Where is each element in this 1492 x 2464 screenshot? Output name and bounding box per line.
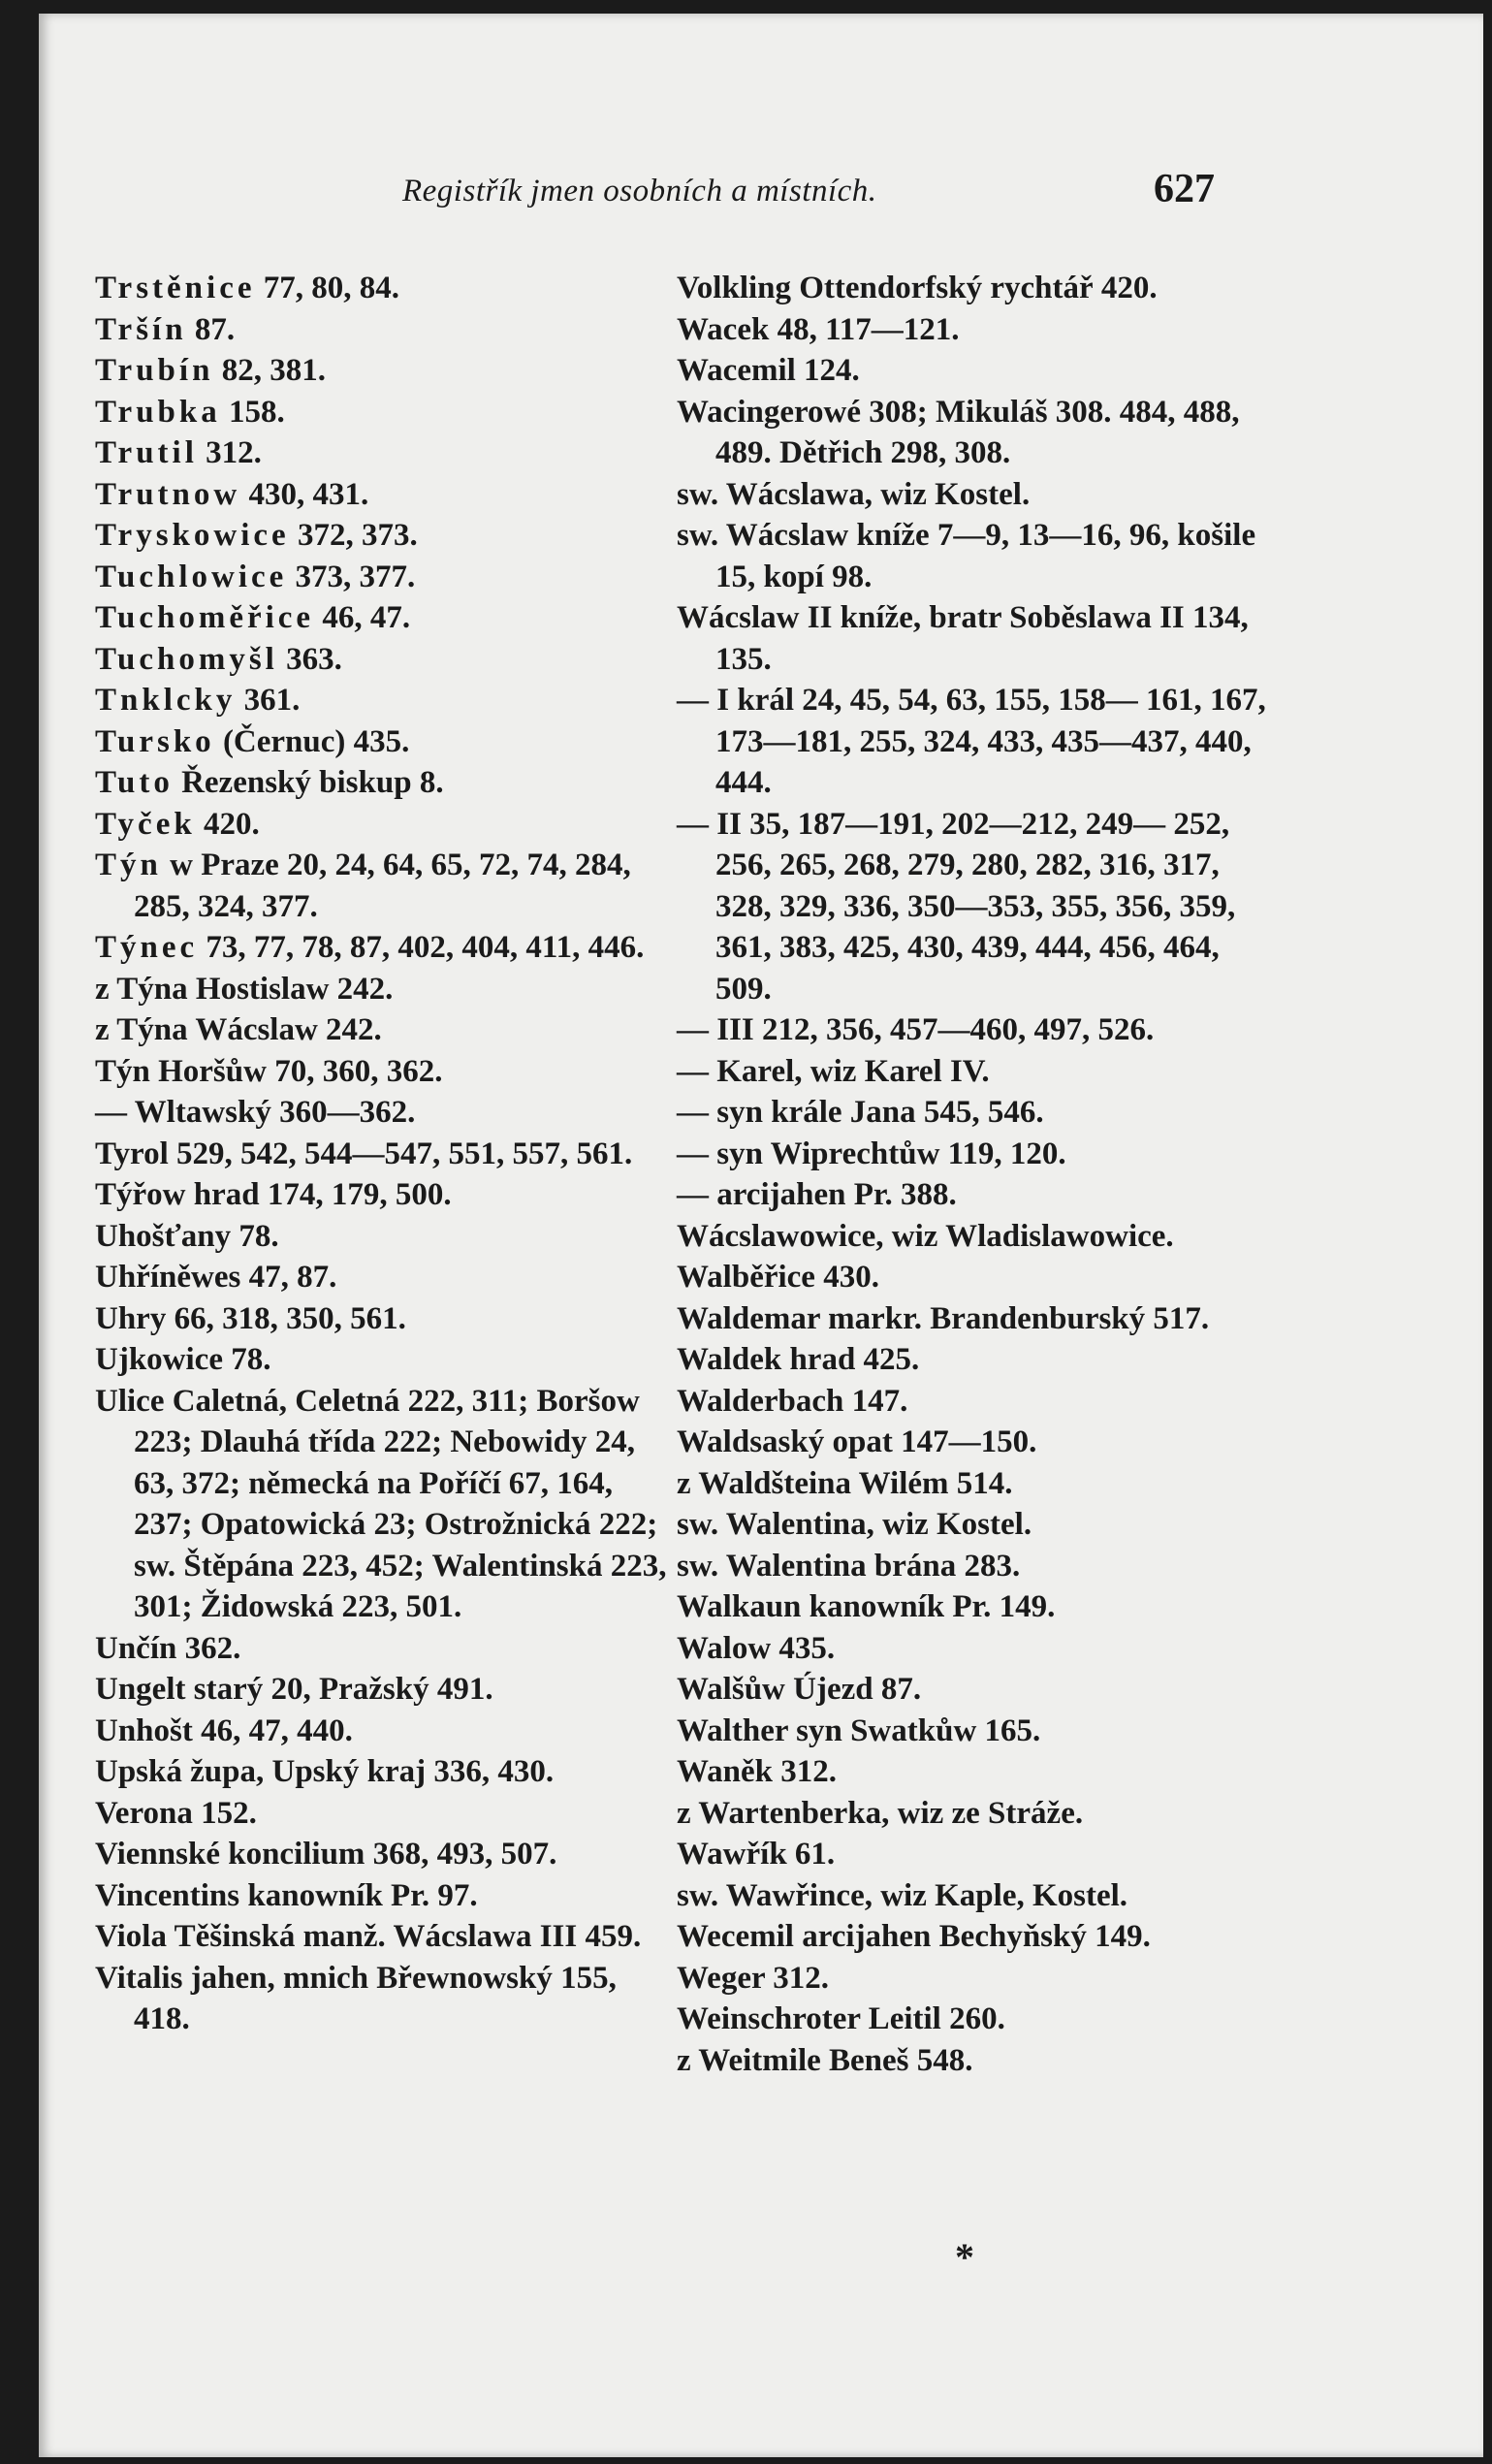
index-entry-text: Wecemil arcijahen Bechyňský 149. [677, 1919, 1151, 1954]
index-entry-text: 87. [186, 311, 236, 347]
index-entry [677, 804, 1268, 1010]
index-entry-text: Walther syn Swatkůw 165. [677, 1712, 1041, 1748]
running-title: Registřík jmen osobních a místních. [402, 174, 877, 208]
index-headword: Trutil [95, 435, 198, 470]
index-entry [95, 845, 677, 927]
index-entry [95, 268, 677, 309]
index-entry-text: z Týna Wácslaw 242. [95, 1012, 382, 1047]
index-entry-text: 77, 80, 84. [255, 271, 400, 305]
index-headword: Tryskowice [95, 518, 290, 553]
index-entry [677, 1174, 1268, 1216]
index-entry-text: Unhošt 46, 47, 440. [95, 1712, 353, 1748]
index-entry [677, 1422, 1268, 1463]
index-entry [95, 804, 677, 846]
index-entry [677, 1134, 1268, 1175]
index-column-left [95, 268, 677, 2040]
index-entry-text: — arcijahen Pr. 388. [677, 1177, 957, 1212]
index-entry-text: — I král 24, 45, 54, 63, 155, 158— 161, 167, 173—181, 255, 324, 433, 435—437, 440, 444. [677, 683, 1266, 800]
index-entry [95, 474, 677, 516]
index-entry [677, 350, 1268, 392]
index-entry-text: Walkaun kanowník Pr. 149. [677, 1589, 1056, 1624]
index-entry [677, 1875, 1268, 1917]
index-entry [677, 1669, 1268, 1711]
index-entry [95, 927, 677, 969]
index-entry-text: Waněk 312. [677, 1754, 838, 1789]
index-entry [95, 1174, 677, 1216]
index-entry-text: Uhříněwes 47, 87. [95, 1260, 337, 1295]
index-entry [95, 1916, 677, 1958]
index-page [39, 14, 1483, 2457]
index-entry [95, 1793, 677, 1835]
index-entry-text: Uhošťany 78. [95, 1218, 279, 1254]
index-entry [95, 1834, 677, 1875]
index-entry [95, 721, 677, 763]
index-entry-text: Wacingerowé 308; Mikuláš 308. 484, 488, 489. Dětřich 298, 308. [677, 394, 1240, 470]
index-headword: Tršín [95, 311, 187, 347]
index-entry-text: — Wltawský 360—362. [95, 1095, 416, 1130]
index-entry-text: Wawřík 61. [677, 1837, 836, 1872]
index-entry-text: 420. [195, 806, 260, 842]
index-headword: Trubín [95, 353, 214, 388]
index-entry [95, 1958, 677, 2040]
index-entry [95, 680, 677, 721]
index-entry [95, 1381, 677, 1628]
index-entry-text: Wácslawowice, wiz Wladislawowice. [677, 1218, 1174, 1254]
index-entry [677, 1216, 1268, 1258]
index-entry-text: 361. [236, 683, 301, 718]
index-entry-text: Walow 435. [677, 1630, 836, 1666]
index-entry [677, 474, 1268, 516]
index-entry [677, 309, 1268, 351]
index-entry [95, 1092, 677, 1134]
index-entry [95, 1051, 677, 1093]
index-entry [677, 1092, 1268, 1134]
index-entry-text: 158. [220, 394, 285, 430]
index-entry-text: — II 35, 187—191, 202—212, 249— 252, 256, 265, 268, 279, 280, 282, 316, 317, 328, 329, 336, 350—353, 355, 356, 359, 361, 383, 425, 430, 439, 444, 456, 464, 509. [677, 806, 1236, 1007]
index-entry-text: Ujkowice 78. [95, 1342, 271, 1377]
index-entry-text: Walběřice 430. [677, 1260, 879, 1295]
index-entry [677, 1711, 1268, 1752]
index-entry-text: Vitalis jahen, mnich Břewnowský 155, 418. [95, 1960, 617, 2036]
index-entry [95, 1134, 677, 1175]
index-entry-text: sw. Walentina, wiz Kostel. [677, 1507, 1032, 1542]
index-entry-text: sw. Wácslawa, wiz Kostel. [677, 476, 1031, 512]
index-entry-text: 73, 77, 78, 87, 402, 404, 411, 446. [198, 930, 645, 965]
index-headword: Trutnow [95, 476, 241, 512]
index-entry-text: — III 212, 356, 457—460, 497, 526. [677, 1012, 1155, 1047]
index-entry [677, 1298, 1268, 1340]
index-entry [95, 515, 677, 557]
index-entry-text: Wacemil 124. [677, 353, 860, 388]
index-entry-text: Upská župa, Upský kraj 336, 430. [95, 1754, 555, 1789]
index-headword: Trstěnice [95, 271, 256, 305]
index-headword: Tursko [95, 723, 215, 759]
index-entry [677, 597, 1268, 680]
index-entry-text: Wacek 48, 117—121. [677, 311, 960, 347]
index-entry-text: 430, 431. [240, 476, 369, 512]
index-entry-text: Řezenský biskup 8. [173, 765, 444, 800]
index-entry-text: 372, 373. [289, 518, 418, 553]
index-entry [677, 1586, 1268, 1628]
index-headword: Tuchoměřice [95, 600, 315, 635]
index-entry-text: 373, 377. [287, 559, 416, 594]
index-entry-text: Weinschroter Leitil 260. [677, 2001, 1005, 2036]
index-entry-text: z Waldšteina Wilém 514. [677, 1465, 1013, 1501]
index-entry-text: 363. [277, 641, 342, 677]
index-entry [677, 1628, 1268, 1670]
index-entry [95, 1751, 677, 1793]
index-entry [677, 1381, 1268, 1423]
index-entry [677, 1793, 1268, 1835]
index-headword: Tyček [95, 806, 196, 842]
index-entry [95, 1875, 677, 1917]
index-entry [677, 1546, 1268, 1587]
index-headword: Týnec [95, 930, 199, 965]
index-entry [677, 1751, 1268, 1793]
index-headword: Tuchomyšl [95, 641, 278, 677]
index-entry [95, 557, 677, 598]
index-entry [677, 1504, 1268, 1546]
page-number: 627 [1154, 167, 1215, 211]
index-entry [95, 1711, 677, 1752]
index-entry-text: z Weitmile Beneš 548. [677, 2042, 973, 2078]
end-mark: * [955, 2235, 974, 2279]
index-entry-text: Walderbach 147. [677, 1383, 908, 1419]
index-entry-text: Verona 152. [95, 1795, 257, 1831]
index-entry [95, 350, 677, 392]
index-entry-text: Walšůw Újezd 87. [677, 1672, 922, 1707]
index-entry [95, 1257, 677, 1298]
index-column-right [677, 268, 1268, 2081]
page-header [39, 164, 1483, 222]
index-entry [95, 1669, 677, 1711]
index-entry-text: 312. [197, 435, 262, 470]
index-entry [677, 1257, 1268, 1298]
index-entry [677, 680, 1268, 804]
index-headword: Tuto [95, 765, 174, 800]
index-entry [677, 268, 1268, 309]
index-entry [677, 1463, 1268, 1505]
index-entry [677, 2040, 1268, 2082]
index-entry [95, 1009, 677, 1051]
index-entry-text: Týřow hrad 174, 179, 500. [95, 1177, 452, 1212]
index-entry [95, 392, 677, 433]
index-entry-text: Ungelt starý 20, Pražský 491. [95, 1672, 493, 1707]
index-entry [677, 1999, 1268, 2040]
index-entry-text: sw. Walentina brána 283. [677, 1548, 1021, 1584]
index-entry [95, 969, 677, 1010]
index-entry-text: 82, 381. [213, 353, 326, 388]
index-entry [677, 1916, 1268, 1958]
index-entry [95, 1216, 677, 1258]
index-entry-text: sw. Wácslaw kníže 7—9, 13—16, 96, košile 15, kopí 98. [677, 518, 1256, 594]
index-entry-text: Tyrol 529, 542, 544—547, 551, 557, 561. [95, 1136, 633, 1171]
index-entry-text: (Černuc) 435. [214, 723, 410, 759]
index-entry-text: sw. Wawřince, wiz Kaple, Kostel. [677, 1877, 1128, 1913]
index-entry-text: Weger 312. [677, 1960, 830, 1996]
index-entry-text: — Karel, wiz Karel IV. [677, 1053, 990, 1089]
index-entry [95, 432, 677, 474]
index-entry-text: Unčín 362. [95, 1630, 241, 1666]
index-entry-text: Vincentins kanowník Pr. 97. [95, 1877, 478, 1913]
index-headword: Trubka [95, 394, 221, 430]
index-entry [677, 515, 1268, 597]
index-entry-text: Volkling Ottendorfský rychtář 420. [677, 271, 1158, 305]
index-entry-text: Viennské koncilium 368, 493, 507. [95, 1837, 557, 1872]
index-entry-text: Wácslaw II kníže, bratr Soběslawa II 134, 135. [677, 600, 1249, 677]
index-entry [677, 1009, 1268, 1051]
index-entry [95, 309, 677, 351]
index-entry [677, 1339, 1268, 1381]
index-entry-text: Ulice Caletná, Celetná 222, 311; Boršow 223; Dlauhá třída 222; Nebowidy 24, 63, 372; německá na Poříčí 67, 164, 237; Opatowická 23; Ostrožnická 222; sw. Štěpána 223, 452; Walentinská 223, 301; Židowská 223, 501. [95, 1383, 667, 1624]
index-entry [677, 1051, 1268, 1093]
index-entry-text: Waldemar markr. Brandenburský 517. [677, 1300, 1210, 1336]
index-entry [677, 1958, 1268, 2000]
index-entry-text: — syn krále Jana 545, 546. [677, 1095, 1044, 1130]
index-entry-text: — syn Wiprechtůw 119, 120. [677, 1136, 1066, 1171]
index-entry-text: z Týna Hostislaw 242. [95, 971, 394, 1007]
index-entry-text: w Praze 20, 24, 64, 65, 72, 74, 284, 285, 324, 377. [134, 848, 631, 924]
index-entry-text: Viola Těšinská manž. Wácslawa III 459. [95, 1919, 642, 1954]
index-entry [95, 639, 677, 681]
index-entry-text: Uhry 66, 318, 350, 561. [95, 1300, 406, 1336]
index-entry [677, 392, 1268, 474]
index-headword: Tuchlowice [95, 559, 288, 594]
index-entry [95, 1339, 677, 1381]
index-entry [95, 1628, 677, 1670]
index-entry-text: Waldsaský opat 147—150. [677, 1424, 1037, 1459]
index-entry [677, 1834, 1268, 1875]
index-entry [95, 1298, 677, 1340]
index-entry-text: z Wartenberka, wiz ze Stráže. [677, 1795, 1084, 1831]
index-headword: Tnklcky [95, 683, 237, 718]
index-entry-text: Waldek hrad 425. [677, 1342, 920, 1377]
index-headword: Týn [95, 848, 162, 882]
index-entry [95, 762, 677, 804]
index-entry-text: 46, 47. [314, 600, 411, 635]
index-entry-text: Týn Horšůw 70, 360, 362. [95, 1053, 443, 1089]
index-entry [95, 597, 677, 639]
